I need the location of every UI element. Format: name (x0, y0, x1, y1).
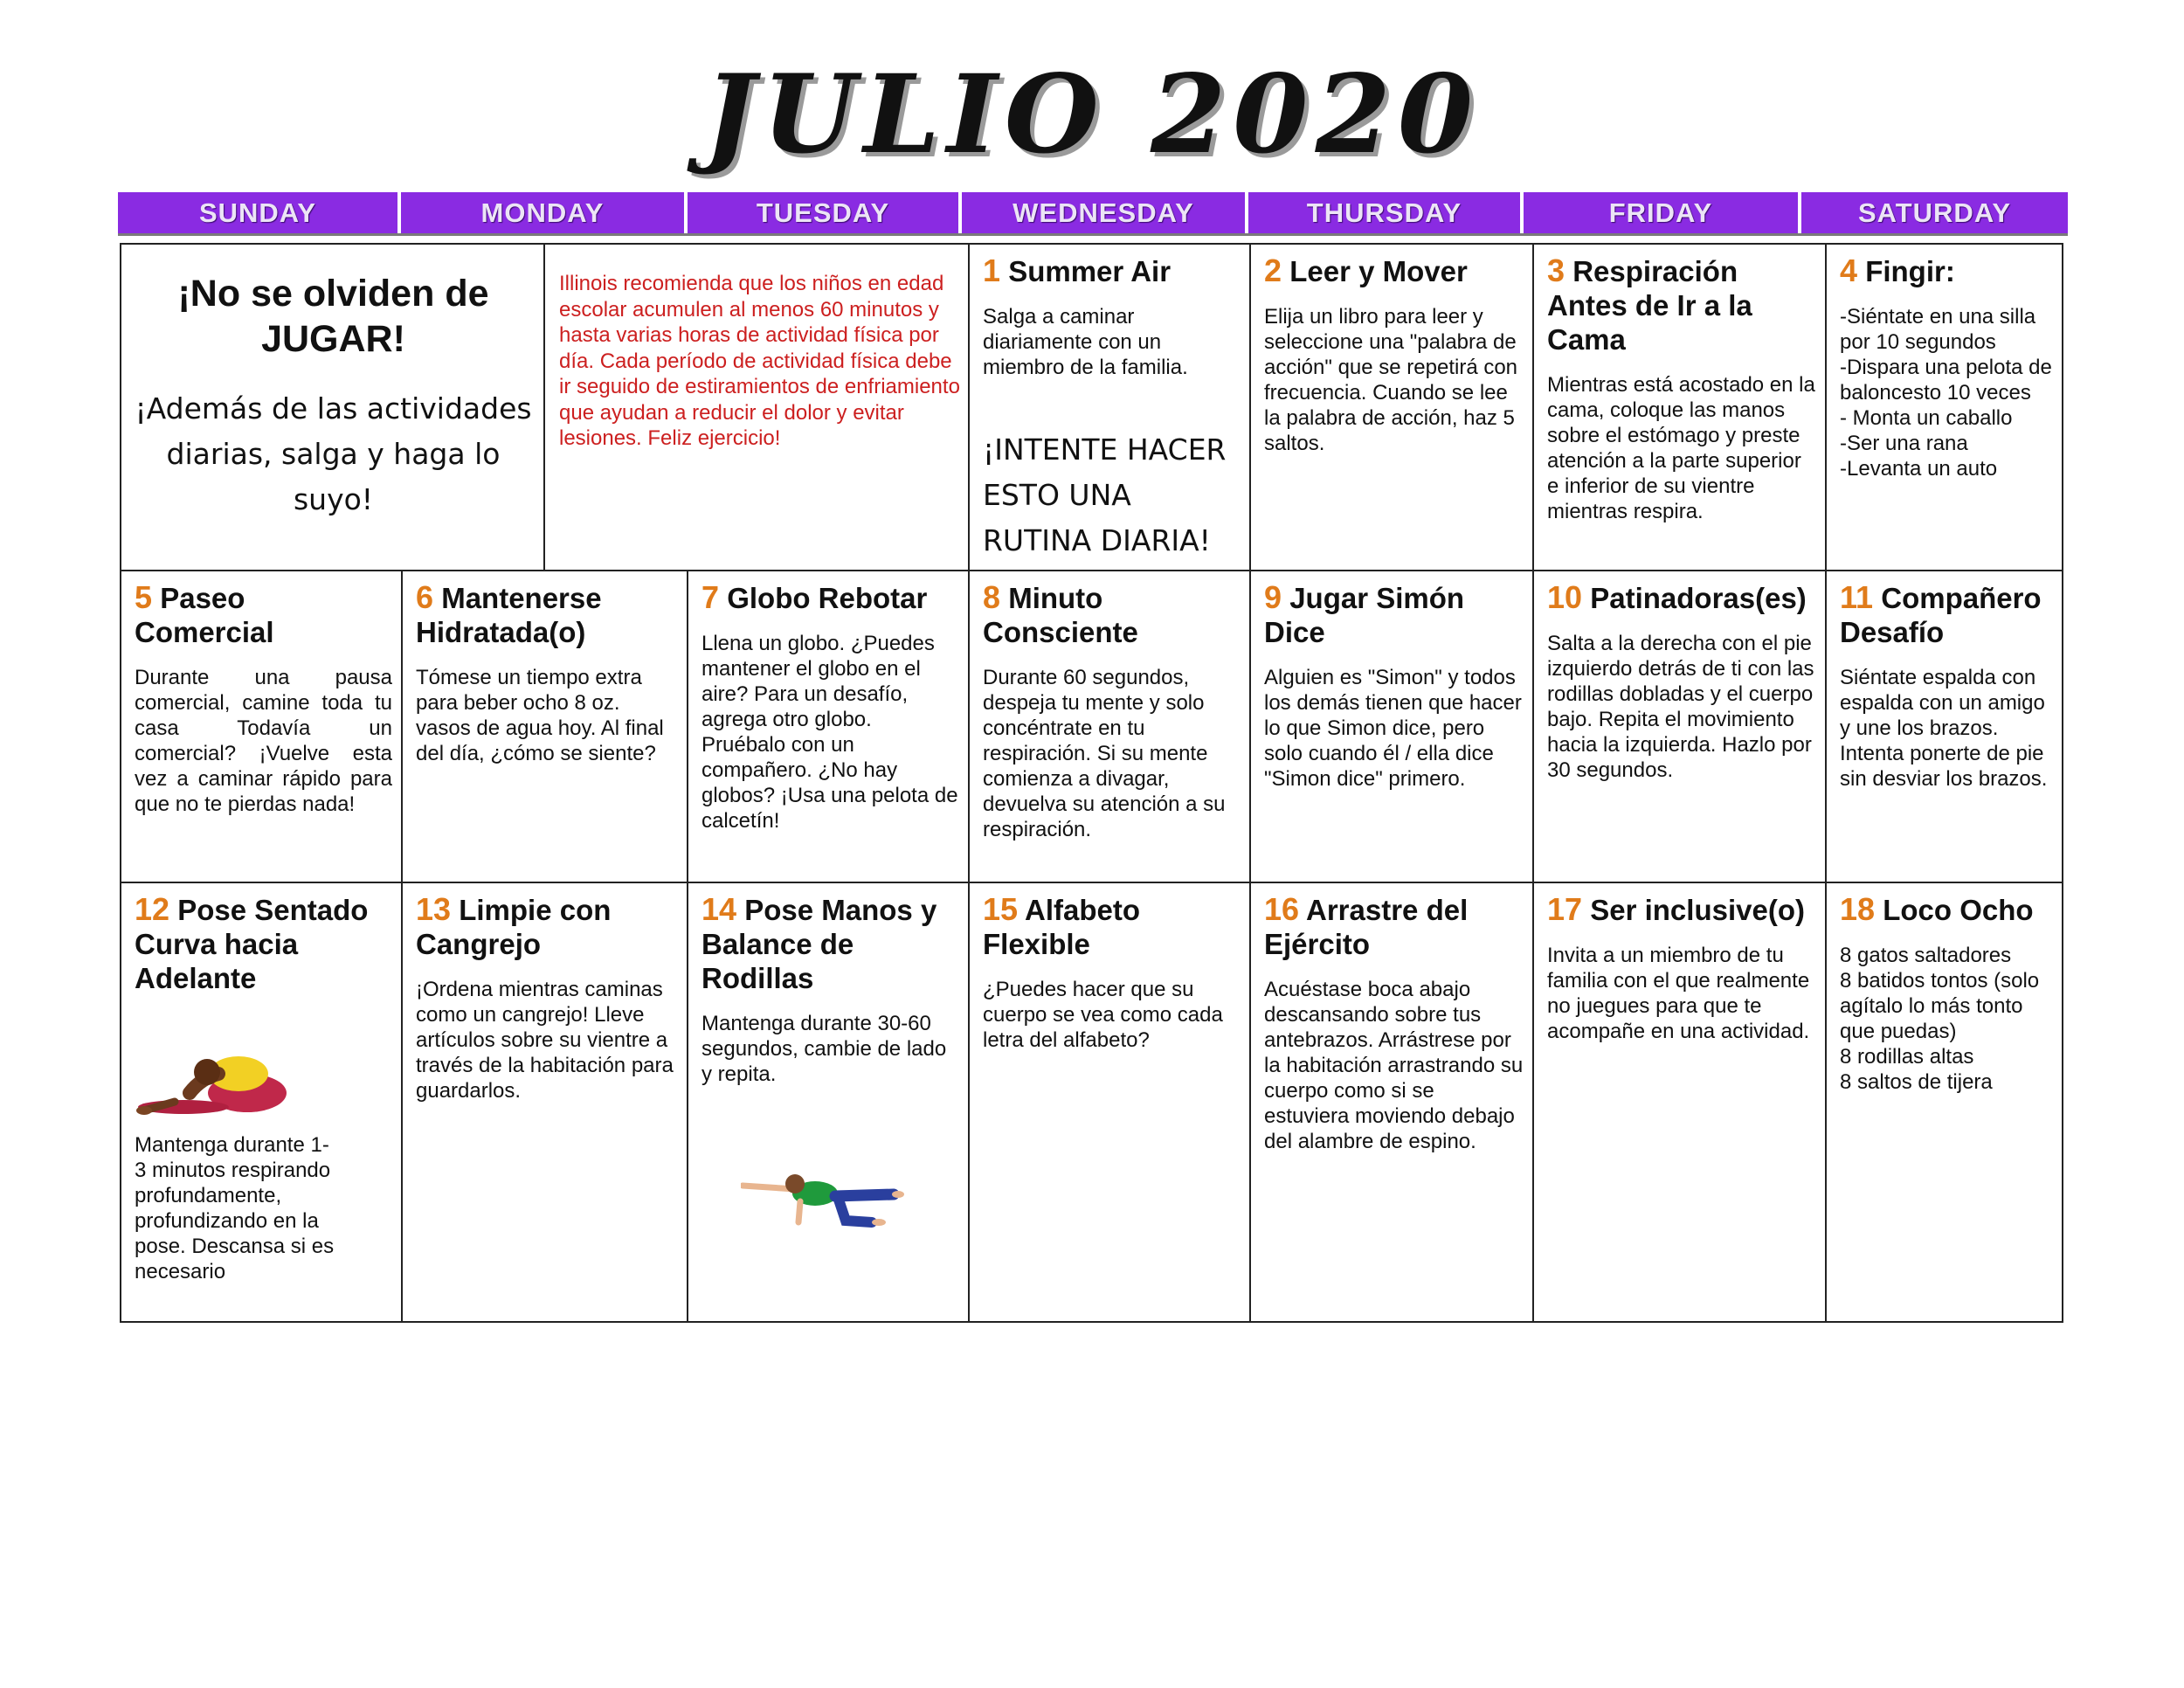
day-title: Compañero Desafío (1840, 582, 2042, 648)
day-number: 13 (416, 891, 452, 927)
day-heading (1840, 892, 2053, 927)
day-title: Loco Ocho (1883, 894, 2034, 926)
day-heading (983, 253, 1241, 288)
day-cell-15 (970, 883, 1251, 1321)
calendar-grid (120, 243, 2063, 1323)
day-title: Jugar Simón Dice (1264, 582, 1465, 648)
day-description: Alguien es "Simon" y todos los demás tienen que hacer lo que Simon dice, pero solo cuando él / ella dice "Simon dice" primero. (1264, 666, 1522, 791)
day-title: Alfabeto Flexible (983, 894, 1140, 960)
day-description: ¿Puedes hacer que su cuerpo se vea como cada letra del alfabeto? (983, 978, 1223, 1052)
day-cell-17 (1534, 883, 1827, 1321)
weekday-friday: FRIDAY (1524, 192, 1801, 233)
weekday-tuesday: TUESDAY (688, 192, 962, 233)
day-cell-1 (970, 245, 1251, 571)
day-heading (1264, 253, 1524, 288)
day-cell-3 (1534, 245, 1827, 571)
day-heading (983, 580, 1241, 649)
weekday-sunday: SUNDAY (118, 192, 401, 233)
day-heading (135, 892, 392, 995)
day-heading (1264, 892, 1524, 961)
day-heading (1840, 580, 2053, 649)
day-number: 17 (1547, 891, 1583, 927)
day-description: Mientras está acostado en la cama, coloque las manos sobre el estómago y preste atención a la parte superior e inferior de su vientre mientras respira. (1547, 373, 1815, 523)
day-title: Mantenerse Hidratada(o) (416, 582, 602, 648)
day-description: Elija un libro para leer y seleccione una "palabra de acción" que se repetirá con frecuencia. Cuando se lee la palabra de acción, haz 5 saltos. (1264, 305, 1518, 455)
day-description: Tómese un tiempo extra para beber ocho 8 oz. vasos de agua hoy. Al final del día, ¿cómo se siente? (416, 666, 664, 765)
day-cell-4 (1827, 245, 2062, 571)
day-cell-16 (1251, 883, 1534, 1321)
intro-title: ¡No se olviden de JUGAR! (177, 273, 489, 360)
day-number: 8 (983, 579, 1001, 615)
day-title: Respiración Antes de Ir a la Cama (1547, 255, 1752, 356)
yoga-pose-icon (741, 1163, 916, 1233)
day-cell-14 (688, 883, 970, 1321)
daily-routine-banner: ¡INTENTE HACER ESTO UNA RUTINA DIARIA! (983, 432, 1227, 557)
day-number: 18 (1840, 891, 1876, 927)
day-number: 10 (1547, 579, 1583, 615)
day-description: Mantenga durante 1-3 minutos respirando profundamente, profundizando en la pose. Descansa si es necesario (135, 1133, 335, 1283)
day-description: Siéntate espalda con espalda con un amigo y une los brazos. Intenta ponerte de pie sin desviar los brazos. (1840, 666, 2048, 791)
day-cell-6 (403, 571, 688, 883)
day-title: Globo Rebotar (727, 582, 928, 614)
day-number: 9 (1264, 579, 1282, 615)
day-number: 16 (1264, 891, 1300, 927)
day-title: Minuto Consciente (983, 582, 1138, 648)
day-title: Arrastre del Ejército (1264, 894, 1469, 960)
day-heading (1547, 580, 1816, 615)
day-description: Invita a un miembro de tu familia con el que realmente no juegues para que te acompañe en una actividad. (1547, 944, 1810, 1043)
day-title: Summer Air (1008, 255, 1171, 287)
day-heading (1547, 892, 1816, 927)
day-number: 3 (1547, 253, 1565, 288)
day-description: -Siéntate en una silla por 10 segundos -Dispara una pelota de baloncesto 10 veces - Monta un caballo -Ser una rana -Levanta un auto (1840, 305, 2052, 481)
day-description: Acuéstase boca abajo descansando sobre tus antebrazos. Arrástrese por la habitación arrastrando su cuerpo como si se estuviera moviendo debajo del alambre de espino. (1264, 978, 1524, 1153)
activity-note-cell (545, 245, 970, 571)
day-heading (983, 892, 1241, 961)
day-cell-12 (121, 883, 403, 1321)
day-description: Durante 60 segundos, despeja tu mente y solo concéntrate en tu respiración. Si su mente comienza a divagar, devuelva su atención a su respiración. (983, 666, 1226, 841)
day-title: Ser inclusive(o) (1590, 894, 1805, 926)
day-cell-5 (121, 571, 403, 883)
day-title: Patinadoras(es) (1590, 582, 1807, 614)
day-title: Pose Sentado Curva hacia Adelante (135, 894, 369, 994)
day-cell-2 (1251, 245, 1534, 571)
day-cell-7 (688, 571, 970, 883)
day-number: 2 (1264, 253, 1282, 288)
day-title: Limpie con Cangrejo (416, 894, 612, 960)
weekday-thursday: THURSDAY (1248, 192, 1524, 233)
day-title: Paseo Comercial (135, 582, 274, 648)
day-cell-8 (970, 571, 1251, 883)
intro-cell (121, 245, 545, 571)
hand-knee-balance-illustration (741, 1163, 916, 1237)
day-heading (702, 892, 959, 995)
day-title: Pose Manos y Balance de Rodillas (702, 894, 937, 994)
day-title: Fingir: (1865, 255, 1955, 287)
day-cell-9 (1251, 571, 1534, 883)
day-description: Mantenga durante 30-60 segundos, cambie de lado y repita. (702, 1012, 947, 1086)
day-number: 14 (702, 891, 737, 927)
weekday-header-bar (118, 192, 2068, 236)
intro-subtitle: ¡Además de las actividades diarias, salga y haga lo suyo! (135, 391, 532, 516)
day-description: Salga a caminar diariamente con un miembro de la familia. (983, 305, 1188, 379)
weekday-monday: MONDAY (401, 192, 688, 233)
day-description: Llena un globo. ¿Puedes mantener el globo en el aire? Para un desafío, agrega otro globo. Pruébalo con un compañero. ¿No hay globos? ¡Usa una pelota de calcetín! (702, 632, 958, 833)
day-description: Durante una pausa comercial, camine toda tu casa Todavía un comercial? ¡Vuelve esta vez a caminar rápido para que no te pierdas nada! (135, 666, 392, 816)
day-title: Leer y Mover (1289, 255, 1468, 287)
day-number: 5 (135, 579, 153, 615)
day-description: Salta a la derecha con el pie izquierdo detrás de ti con las rodillas dobladas y el cuerpo bajo. Repita el movimiento hacia la izquierda. Hazlo por 30 segundos. (1547, 632, 1814, 782)
day-heading (702, 580, 959, 615)
day-cell-13 (403, 883, 688, 1321)
day-heading (416, 580, 678, 649)
day-heading (1547, 253, 1816, 356)
day-description: 8 gatos saltadores 8 batidos tontos (solo agítalo lo más tonto que puedas) 8 rodillas altas 8 saltos de tijera (1840, 944, 2040, 1094)
day-heading (1264, 580, 1524, 649)
day-number: 11 (1840, 579, 1874, 615)
day-cell-10 (1534, 571, 1827, 883)
day-description: ¡Ordena mientras caminas como un cangrejo! Lleve artículos sobre su vientre a través de la habitación para guardarlos. (416, 978, 674, 1103)
day-number: 1 (983, 253, 1001, 288)
seated-forward-bend-illustration (135, 1039, 293, 1126)
weekday-wednesday: WEDNESDAY (962, 192, 1248, 233)
day-heading (416, 892, 678, 961)
day-number: 15 (983, 891, 1019, 927)
day-number: 7 (702, 579, 720, 615)
day-cell-11 (1827, 571, 2062, 883)
day-number: 12 (135, 891, 170, 927)
day-cell-18 (1827, 883, 2062, 1321)
activity-note-text: Illinois recomienda que los niños en edad escolar acumulen al menos 60 minutos y hasta varias horas de actividad física por día. Cada período de actividad física debe ir seguido de estiramientos de enfriamiento que ayudan a reducir el dolor y evitar lesiones. Feliz ejercicio! (559, 272, 960, 450)
calendar-title: JULIO 2020 (703, 52, 1481, 178)
day-heading (1840, 253, 2053, 288)
day-number: 6 (416, 579, 434, 615)
yoga-pose-icon (135, 1039, 293, 1122)
day-number: 4 (1840, 253, 1858, 288)
day-heading (135, 580, 392, 649)
weekday-saturday: SATURDAY (1801, 192, 2068, 233)
